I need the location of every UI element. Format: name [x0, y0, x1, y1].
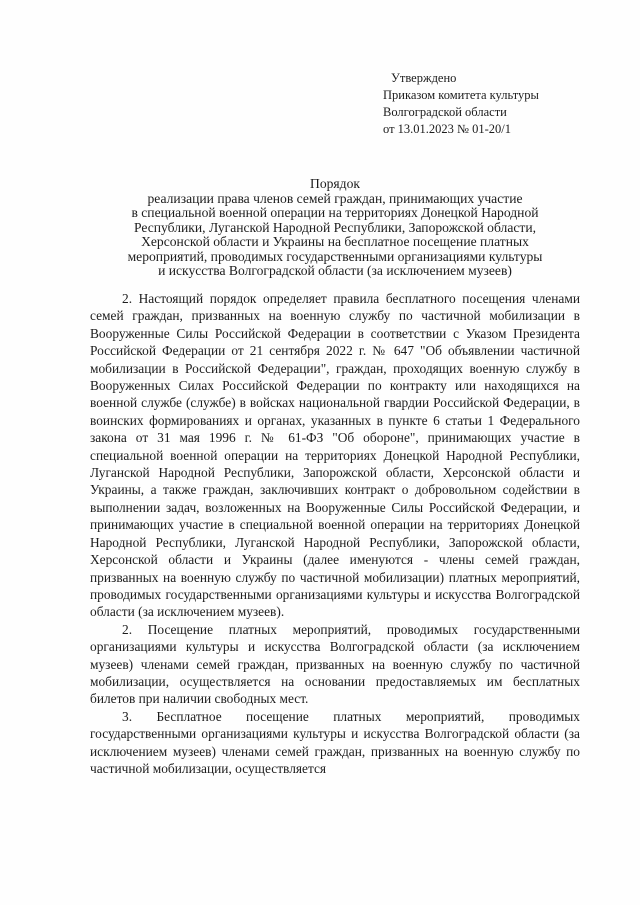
approval-line: Приказом комитета культуры: [383, 88, 539, 102]
title-line: в специальной военной операции на территориях Донецкой Народной: [131, 205, 539, 220]
paragraph: 2. Настоящий порядок определяет правила бесплатного посещения членами семей граждан, призванных на военную службу по частичной мобилизации в Вооруженные Силы Российской Федерации в соответствии с Указом Президента Российской Федерации от 21 сентября 2022 г. № 647 "Об объявлении частичной мобилизации в Российской Федерации", граждан, проходящих военную службу в Вооруженных Силах Российской Федерации по контракту или находящихся на военной службе (службе) в войсках национальной гвардии Российской Федерации, в воинских формированиях и органах, указанных в пункте 6 статьи 1 Федерального закона от 31 мая 1996 г. № 61-ФЗ "Об обороне", принимающих участие в специальной военной операции на территориях Донецкой Народной Республики, Луганской Народной Республики, Запорожской области, Херсонской области и Украины, а также граждан, заключивших контракт о добровольном содействии в выполнении задач, возложенных на Вооруженные Силы Российской Федерации, и принимающих участие в специальной военной операции на территориях Донецкой Народной Республики, Луганской Народной Республики, Запорожской области, Херсонской области и Украины (далее именуются - члены семей граждан, призванных на военную службу по частичной мобилизации) платных мероприятий, проводимых государственными организациями культуры и искусства Волгоградской области (за исключением музеев).: [90, 291, 580, 620]
approval-line: Волгоградской области: [383, 105, 507, 119]
title-line: Херсонской области и Украины на бесплатное посещение платных: [141, 234, 529, 249]
approval-line: от 13.01.2023 № 01-20/1: [383, 122, 511, 136]
approval-line: Утверждено: [391, 71, 457, 85]
document-title: [90, 177, 580, 279]
title-line: мероприятий, проводимых государственными организациями культуры: [127, 248, 543, 264]
paragraph: 2. Посещение платных мероприятий, проводимых государственными организациями культуры и искусства Волгоградской области (за исключением музеев) членами семей граждан, призванных на военную службу по частичной мобилизации, осуществляется на основании предоставляемых им бесплатных билетов при наличии свободных мест.: [90, 621, 580, 707]
title-line: Республики, Луганской Народной Республики, Запорожской области,: [133, 219, 537, 235]
approval-stamp: [383, 70, 623, 138]
document-body: [90, 290, 580, 777]
title-line: и искусства Волгоградской области (за исключением музеев): [158, 263, 512, 278]
title-heading: Порядок: [310, 176, 360, 191]
title-line: реализации права членов семей граждан, принимающих участие: [147, 190, 523, 206]
paragraph: 3. Бесплатное посещение платных мероприятий, проводимых государственными организациями культуры и искусства Волгоградской области (за исключением музеев) членами семей граждан, призванных на военную службу по частичной мобилизации, осуществляется: [90, 708, 580, 776]
